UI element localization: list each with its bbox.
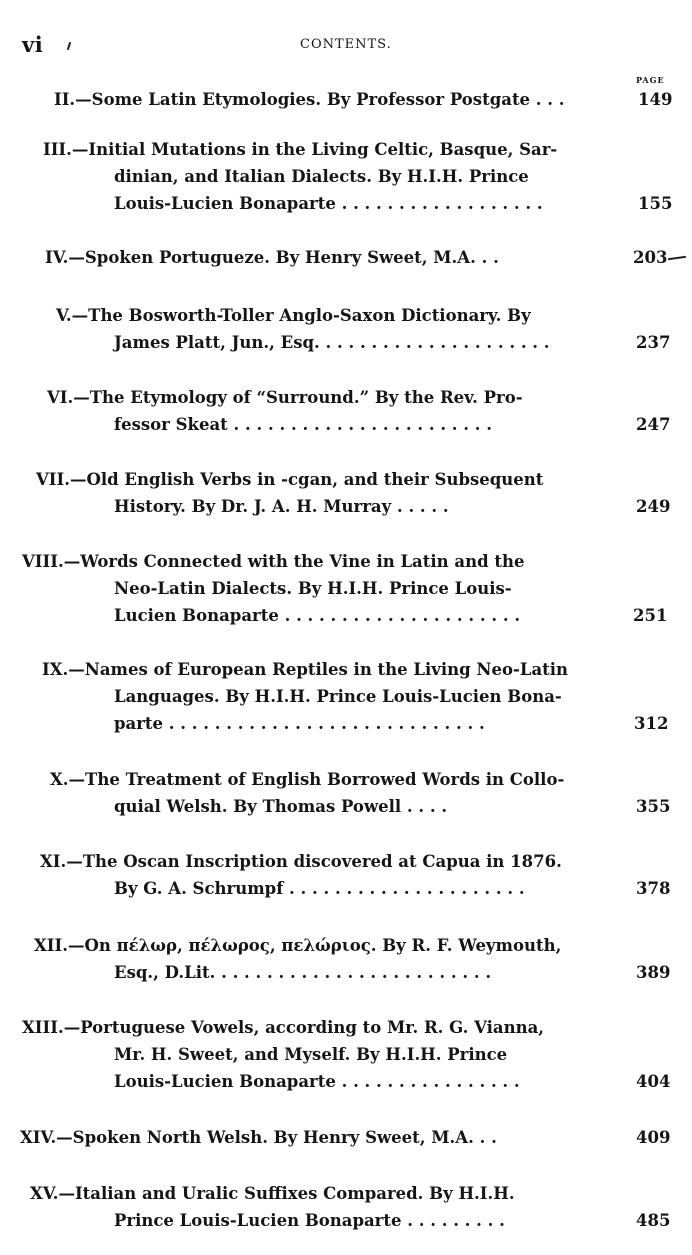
- entry-line: Mr. H. Sweet, and Myself. By H.I.H. Prince: [114, 1045, 508, 1064]
- entry-page-number: 237: [636, 333, 671, 352]
- toc-entry: [0, 138, 692, 248]
- entry-page-number: 485: [636, 1211, 671, 1230]
- toc-entry: [0, 1182, 692, 1238]
- toc-entry: [0, 386, 692, 468]
- entry-line: parte . . . . . . . . . . . . . . . . . . . . . . . . . . . .: [114, 714, 485, 733]
- entry-page-number: 378: [636, 879, 671, 898]
- entry-page-number: 155: [638, 194, 673, 213]
- page-column-label: PAGE: [636, 75, 665, 85]
- entry-line: VI.—The Etymology of “Surround.” By the Rev. Pro-: [47, 388, 523, 407]
- entry-line: Neo-Latin Dialects. By H.I.H. Prince Louis-: [114, 579, 512, 598]
- entry-page-number: 404: [636, 1072, 671, 1091]
- entry-page-number: 249: [636, 497, 671, 516]
- toc-entry: [0, 1016, 692, 1126]
- entry-line: Louis-Lucien Bonaparte . . . . . . . . . . . . . . . .: [114, 1072, 520, 1091]
- entry-line: History. By Dr. J. A. H. Murray . . . . .: [114, 497, 449, 516]
- entry-line: VII.—Old English Verbs in -cgan, and their Subsequent: [36, 470, 544, 489]
- entry-page-number: 355: [636, 797, 671, 816]
- toc-entry: [0, 934, 692, 1016]
- entry-line: VIII.—Words Connected with the Vine in Latin and the: [22, 552, 525, 571]
- toc-entry: [0, 246, 692, 300]
- entry-line: XV.—Italian and Uralic Suffixes Compared. By H.I.H.: [30, 1184, 515, 1203]
- toc-entry: [0, 1126, 692, 1182]
- entry-line: IX.—Names of European Reptiles in the Living Neo-Latin: [42, 660, 569, 679]
- toc-entry: [0, 468, 692, 550]
- entry-page-number: 149: [638, 90, 673, 109]
- entry-line: By G. A. Schrumpf . . . . . . . . . . . . . . . . . . . . .: [114, 879, 525, 898]
- entry-page-number: 203: [633, 248, 668, 267]
- toc-entry: [0, 768, 692, 850]
- entry-line: Louis-Lucien Bonaparte . . . . . . . . . . . . . . . . . .: [114, 194, 543, 213]
- contents-list: [0, 88, 692, 1238]
- entry-line: X.—The Treatment of English Borrowed Words in Collo-: [50, 770, 565, 789]
- entry-line: Prince Louis-Lucien Bonaparte . . . . . . . . .: [114, 1211, 505, 1230]
- entry-line: XII.—On πέλωρ, πέλωρος, πελώριος. By R. F. Weymouth,: [34, 936, 562, 955]
- entry-line: James Platt, Jun., Esq. . . . . . . . . . . . . . . . . . . . .: [114, 333, 550, 352]
- entry-line: Lucien Bonaparte . . . . . . . . . . . . . . . . . . . . .: [114, 606, 521, 625]
- entry-page-number: 409: [636, 1128, 671, 1147]
- toc-entry: [0, 550, 692, 658]
- page-header: [0, 32, 692, 58]
- entry-line: II.—Some Latin Etymologies. By Professor Postgate . . .: [54, 90, 565, 109]
- toc-entry: [0, 304, 692, 386]
- folio-number: vi: [22, 32, 44, 57]
- entry-line: III.—Initial Mutations in the Living Celtic, Basque, Sar-: [43, 140, 558, 159]
- entry-page-number: 251: [633, 606, 668, 625]
- entry-line: dinian, and Italian Dialects. By H.I.H. Prince: [114, 167, 529, 186]
- entry-line: IV.—Spoken Portugueze. By Henry Sweet, M.A. . .: [45, 248, 499, 267]
- stray-ink-mark: [67, 42, 71, 50]
- entry-line: fessor Skeat . . . . . . . . . . . . . . . . . . . . . . .: [114, 415, 493, 434]
- toc-entry: [0, 88, 692, 116]
- entry-line: V.—The Bosworth-Toller Anglo-Saxon Dictionary. By: [56, 306, 531, 325]
- running-title: CONTENTS.: [300, 37, 392, 52]
- entry-page-number: 247: [636, 415, 671, 434]
- entry-line: Esq., D.Lit. . . . . . . . . . . . . . . . . . . . . . . . .: [114, 963, 492, 982]
- entry-page-number: 312: [634, 714, 669, 733]
- entry-line: XI.—The Oscan Inscription discovered at Capua in 1876.: [40, 852, 562, 871]
- entry-line: XIV.—Spoken North Welsh. By Henry Sweet, M.A. . .: [20, 1128, 497, 1147]
- entry-page-number: 389: [636, 963, 671, 982]
- toc-entry: [0, 658, 692, 768]
- pen-stroke-mark: [668, 256, 686, 260]
- entry-line: XIII.—Portuguese Vowels, according to Mr. R. G. Vianna,: [22, 1018, 545, 1037]
- entry-line: quial Welsh. By Thomas Powell . . . .: [114, 797, 448, 816]
- toc-entry: [0, 850, 692, 934]
- entry-line: Languages. By H.I.H. Prince Louis-Lucien Bona-: [114, 687, 562, 706]
